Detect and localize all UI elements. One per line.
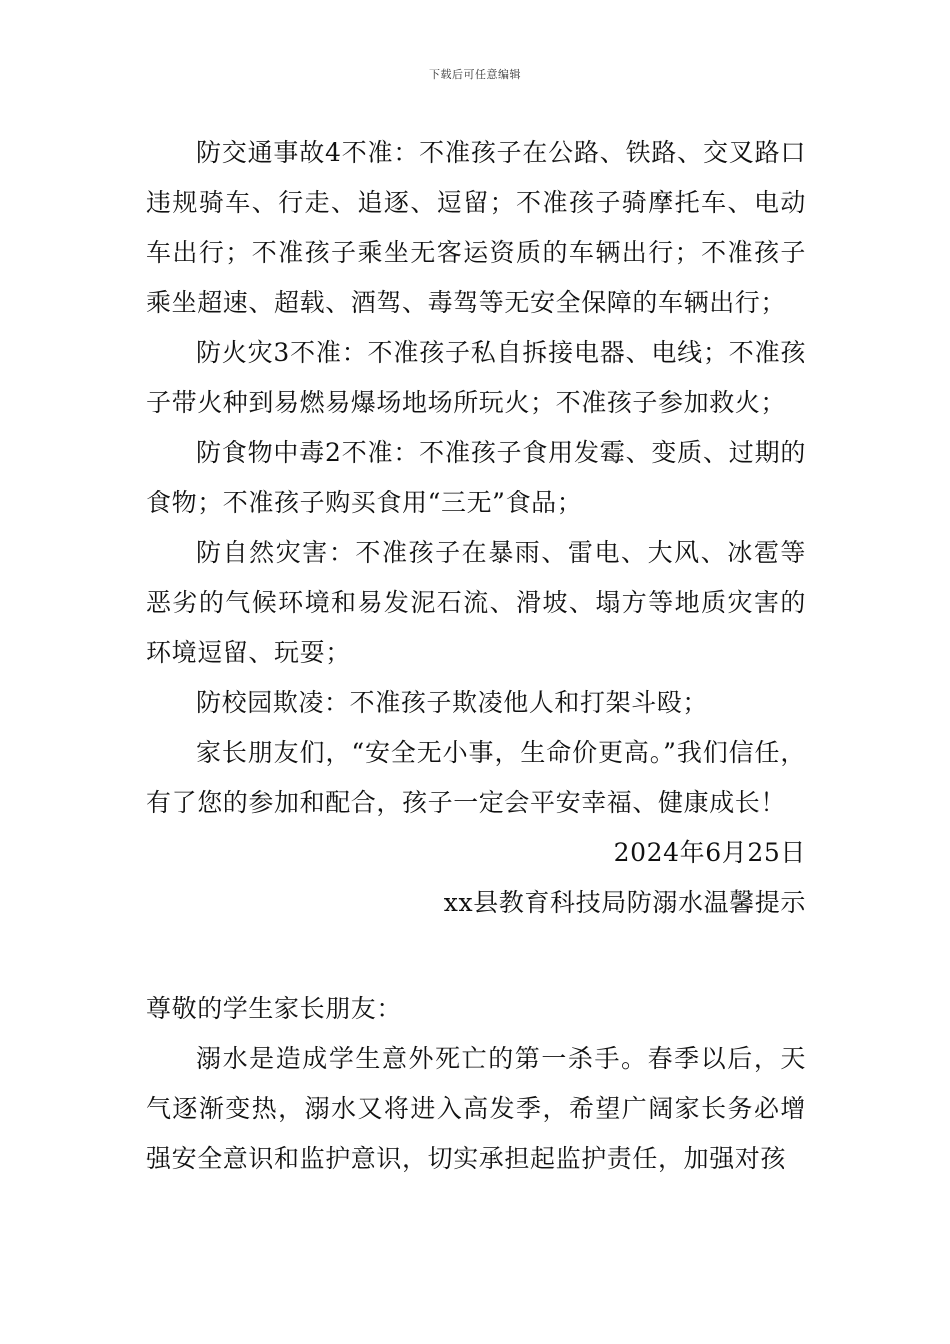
letter-salutation: 尊敬的学生家长朋友： — [146, 994, 403, 1023]
document-body — [146, 128, 806, 1184]
paragraph-traffic-safety: 防交通事故4不准：不准孩子在公路、铁路、交叉路口违规骑车、行走、追逐、逗留；不准孩子骑摩托车、电动车出行；不准孩子乘坐无客运资质的车辆出行；不准孩子乘坐超速、超载、酒驾、毒驾等无安全保障的车辆出行； — [146, 138, 806, 317]
next-section-title: xx县教育科技局防溺水温馨提示 — [443, 888, 806, 917]
paragraph-food-safety: 防食物中毒2不准：不准孩子食用发霉、变质、过期的食物；不准孩子购买食用“三无”食品； — [146, 438, 806, 517]
letter-paragraph: 溺水是造成学生意外死亡的第一杀手。春季以后，天气逐渐变热，溺水又将进入高发季，希望广阔家长务必增强安全意识和监护意识，切实承担起监护责任，加强对孩 — [146, 1044, 806, 1173]
paragraph-fire-safety: 防火灾3不准：不准孩子私自拆接电器、电线；不准孩子带火种到易燃易爆场地场所玩火；不准孩子参加救火； — [146, 338, 806, 417]
paragraph-natural-disaster: 防自然灾害：不准孩子在暴雨、雷电、大风、冰雹等恶劣的气候环境和易发泥石流、滑坡、塌方等地质灾害的环境逗留、玩耍； — [146, 538, 806, 667]
header-note: 下载后可任意编辑 — [429, 68, 521, 81]
paragraph-closing: 家长朋友们，“安全无小事，生命价更高。”我们信任，有了您的参加和配合，孩子一定会平安幸福、健康成长！ — [146, 738, 806, 817]
paragraph-campus-bullying: 防校园欺凌：不准孩子欺凌他人和打架斗殴； — [196, 688, 709, 717]
signoff-date: 2024年6月25日 — [613, 838, 806, 867]
